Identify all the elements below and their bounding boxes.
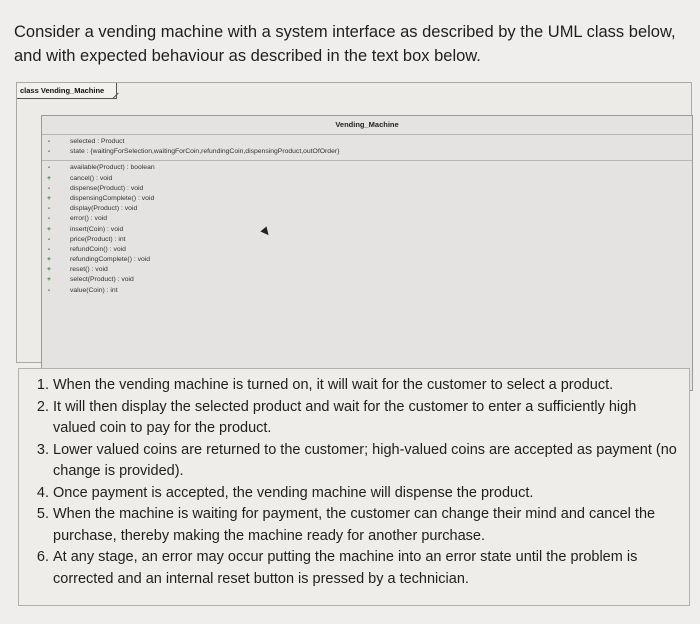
operation-row: + cancel() : void <box>47 174 113 182</box>
operation-row: + dispensingComplete() : void <box>47 194 155 202</box>
class-name: Vending_Machine <box>42 116 692 135</box>
uml-diagram-frame <box>16 82 692 363</box>
attributes-section <box>42 135 692 161</box>
operation-row: - available(Product) : boolean <box>47 164 155 172</box>
operation-row: + refundingComplete() : void <box>47 256 151 264</box>
question-text: Consider a vending machine with a system interface as described by the UML class below, and with expected behaviour as described in the text box below. <box>14 23 676 65</box>
behaviour-item: 6. At any stage, an error may occur putting the machine into an error state until the problem is corrected and an internal reset button is pressed by a technician. <box>53 547 681 590</box>
uml-class-box <box>41 115 693 391</box>
operation-row: - refundCoin() : void <box>47 245 126 253</box>
behaviour-item: 1. When the vending machine is turned on, it will wait for the customer to select a product. <box>53 375 681 397</box>
operation-row: + reset() : void <box>47 266 108 274</box>
frame-label: class Vending_Machine <box>17 83 117 99</box>
operation-row: - value(Coin) : int <box>47 286 118 294</box>
attribute-row: - selected : Product <box>47 138 125 145</box>
behaviour-text-box <box>18 368 690 606</box>
behaviour-item: 2. It will then display the selected product and wait for the customer to enter a sufficiently high valued coin to pay for the product. <box>53 397 681 440</box>
behaviour-list <box>19 375 681 590</box>
operation-row: - error() : void <box>47 215 108 223</box>
operation-row: - price(Product) : int <box>47 235 126 243</box>
behaviour-item: 3. Lower valued coins are returned to the customer; high-valued coins are accepted as payment (no change is provided). <box>53 440 681 483</box>
behaviour-item: 4. Once payment is accepted, the vending machine will dispense the product. <box>53 483 681 505</box>
attribute-row: - state : {waitingForSelection,waitingForCoin,refundingCoin,dispensingProduct,outOfOrder} <box>47 148 340 156</box>
operation-row: - dispense(Product) : void <box>47 184 144 192</box>
operation-row: + insert(Coin) : void <box>47 225 124 233</box>
behaviour-item: 5. When the machine is waiting for payment, the customer can change their mind and cancel the purchase, thereby making the machine ready for another purchase. <box>53 504 681 547</box>
operation-row: + select(Product) : void <box>47 276 134 284</box>
operations-section <box>42 161 692 298</box>
operation-row: - display(Product) : void <box>47 205 138 213</box>
